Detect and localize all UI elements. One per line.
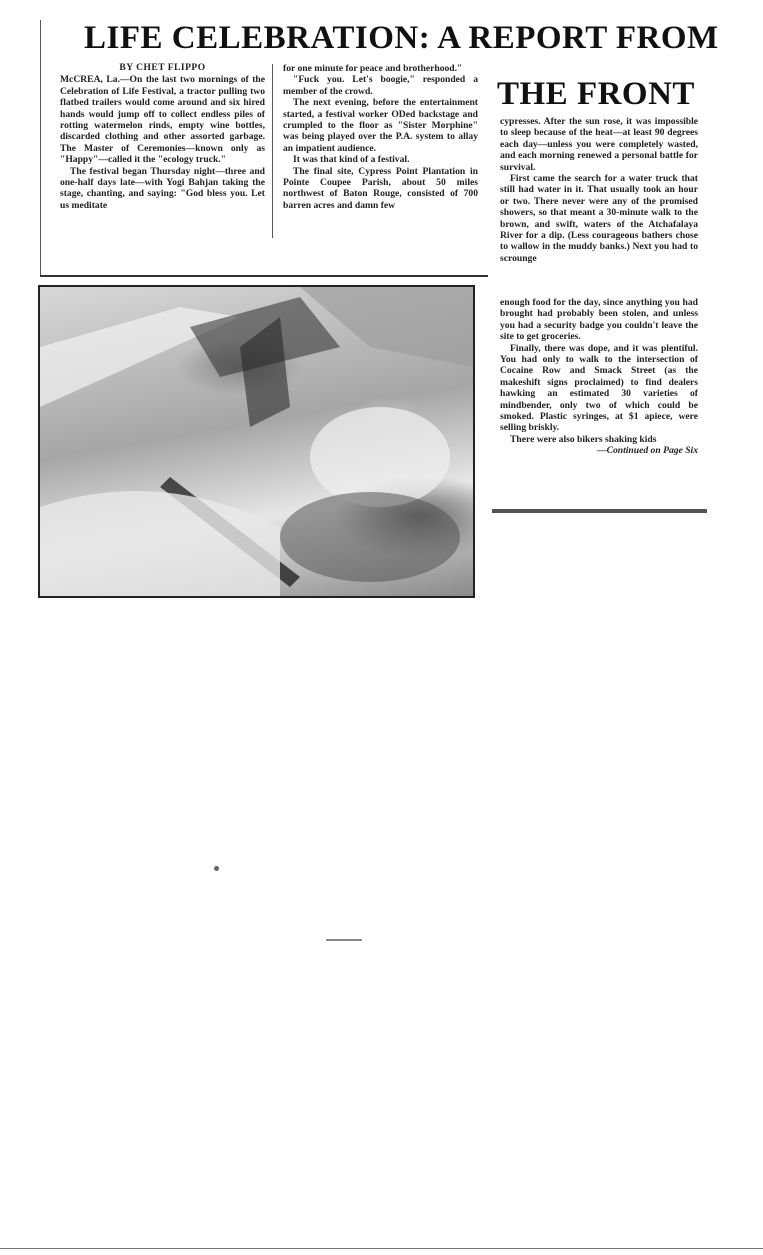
article-column-3b — [500, 297, 698, 457]
paragraph: There were also bikers shaking kids — [510, 433, 657, 445]
paragraph: The next evening, before the entertainment started, a festival worker ODed backstage and crumpled to the floor as "Sister Morphine" was being played over the P.A. system to allay an impatient audience. — [283, 97, 478, 154]
headline-line-2: THE FRONT — [497, 76, 695, 112]
paragraph: It was that kind of a festival. — [293, 154, 410, 166]
paragraph: The final site, Cypress Point Plantation in Pointe Coupee Parish, about 50 miles northwest of Baton Rouge, consisted of 700 barren acres and damn few — [283, 165, 478, 211]
article-column-2 — [283, 63, 478, 211]
paragraph: "Fuck you. Let's boogie," responded a member of the crowd. — [283, 74, 478, 97]
paragraph: First came the search for a water truck that still had water in it. That usually took an hour or two. There never were any of the promised showers, so that meant a 30-minute walk to the brown, and swift, waters of the Atchafalaya River for a dip. (Less courageous bathers chose to wallow in the muddy banks.) Next you had to scrounge — [500, 173, 698, 264]
continued-notice: —Continued on Page Six — [596, 445, 698, 457]
section-rule — [40, 275, 488, 277]
print-mark — [326, 939, 362, 941]
photo-scene-graphic — [40, 287, 473, 596]
paragraph: enough food for the day, since anything you had brought had probably been stolen, and unless you had a security badge you couldn't leave the site to get groceries. — [500, 297, 698, 343]
article-column-1 — [60, 63, 265, 211]
byline: BY CHET FLIPPO — [119, 63, 206, 73]
article-column-3a — [500, 116, 698, 264]
paragraph: cypresses. After the sun rose, it was impossible to sleep because of the heat—at least 90 degrees each day—unless you were completely wasted, and each morning renewed a personal battle for survival. — [500, 116, 698, 173]
paragraph: Finally, there was dope, and it was plentiful. You had only to walk to the intersection of Cocaine Row and Smack Street (as the makeshift signs proclaimed) to find dealers hawking an estimated 30 varieties of mindbender, only two of which could be smoked. Plastic syringes, at $1 apiece, were selling briskly. — [500, 342, 698, 434]
left-border — [40, 20, 41, 275]
paragraph: McCREA, La.—On the last two mornings of the Celebration of Life Festival, a tractor pulling two flatbed trailers would come around and six hired hands would jump off to collect endless piles of rotting watermelon rinds, empty wine bottles, discarded clothing and other assorted garbage. The Master of Ceremonies—known only as "Happy"—called it the "ecology truck." — [60, 74, 265, 166]
festival-photo — [38, 285, 475, 598]
paragraph: for one minute for peace and brotherhood." — [283, 63, 463, 74]
paragraph: The festival began Thursday night—three and one-half days late—with Yogi Bahjan taking the stage, chanting, and saying: "God bless you. Let us meditate — [60, 165, 265, 211]
page-bottom-edge — [0, 1248, 763, 1249]
print-speck — [214, 866, 219, 871]
headline-line-1: LIFE CELEBRATION: A REPORT FROM — [84, 20, 719, 56]
column-divider — [272, 64, 273, 238]
end-rule — [492, 509, 707, 513]
